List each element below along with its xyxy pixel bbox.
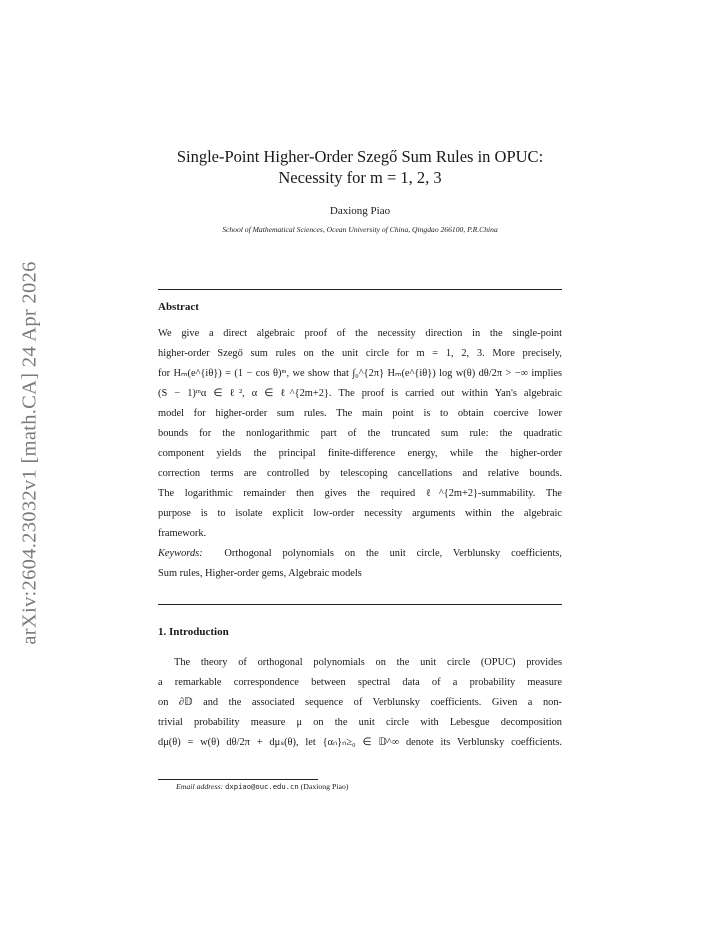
author-affiliation: School of Mathematical Sciences, Ocean University of China, Qingdao 266100, P.R.China — [222, 225, 498, 234]
email-owner: (Daxiong Piao) — [300, 782, 349, 791]
intro-line: on ∂𝔻 and the associated sequence of Verblunsky coefficients. Given a non- — [158, 697, 562, 708]
abstract-line: higher-order Szegő sum rules on the unit circle for m = 1, 2, 3. More precisely, — [158, 348, 562, 359]
abstract-body — [158, 324, 562, 584]
intro-line: The theory of orthogonal polynomials on the unit circle (OPUC) provides — [174, 657, 562, 668]
footnote — [176, 782, 348, 791]
abstract-bottom-rule — [158, 604, 562, 605]
abstract-line: bounds for the nonlogarithmic part of the truncated sum rule: the quadratic — [158, 428, 562, 439]
abstract-heading: Abstract — [158, 301, 199, 313]
paper-title — [158, 146, 562, 188]
intro-line: trivial probability measure μ on the unit circle with Lebesgue decomposition — [158, 717, 562, 728]
introduction-heading: 1. Introduction — [158, 626, 229, 638]
abstract-line: The logarithmic remainder then gives the required ℓ^{2m+2}-summability. The — [158, 488, 562, 499]
email-address: dxpiao@ouc.edu.cn — [225, 782, 299, 791]
abstract-line: framework. — [158, 528, 207, 539]
author-name: Daxiong Piao — [329, 205, 391, 217]
abstract-line: for Hₘ(e^{iθ}) = (1 − cos θ)ᵐ, we show that ∫₀^{2π} Hₘ(e^{iθ}) log w(θ) dθ/2π > −∞ implies — [158, 368, 562, 379]
title-line-2: Necessity for m = 1, 2, 3 — [278, 168, 442, 187]
arxiv-identifier: arXiv:2604.23032v1 [math.CA] 24 Apr 2026 — [18, 261, 41, 645]
abstract-line: (S − 1)ᵐα ∈ ℓ², α ∈ ℓ^{2m+2}. The proof is carried out within Yan's algebraic — [158, 388, 562, 399]
introduction-body — [158, 653, 562, 753]
title-line-1: Single-Point Higher-Order Szegő Sum Rules in OPUC: — [176, 147, 544, 166]
keywords-text-1: Orthogonal polynomials on the unit circle, Verblunsky coefficients, — [224, 548, 562, 559]
abstract-top-rule — [158, 289, 562, 290]
arxiv-sidebar-stamp — [10, 248, 50, 658]
abstract-line: correction terms are controlled by telescoping cancellations and relative bounds. — [158, 468, 562, 479]
abstract-line: component yields the principal finite-difference energy, while the higher-order — [158, 448, 562, 459]
keywords-line-2: Sum rules, Higher-order gems, Algebraic models — [158, 568, 362, 579]
keywords-label: Keywords: — [158, 548, 203, 559]
keywords-line-1 — [158, 544, 562, 564]
abstract-line: We give a direct algebraic proof of the necessity direction in the single-point — [158, 328, 562, 339]
abstract-line: model for higher-order sum rules. The main point is to obtain coercive lower — [158, 408, 562, 419]
intro-line: dμ(θ) = w(θ) dθ/2π + dμₛ(θ), let {αₙ}ₙ≥₀ ∈ 𝔻^∞ denote its Verblunsky coefficients. — [158, 737, 562, 748]
email-label: Email address: — [176, 782, 224, 791]
footnote-rule — [158, 779, 318, 780]
abstract-line: purpose is to isolate explicit low-order necessity arguments within the algebraic — [158, 508, 562, 519]
intro-line: a remarkable correspondence between spectral data of a probability measure — [158, 677, 562, 688]
